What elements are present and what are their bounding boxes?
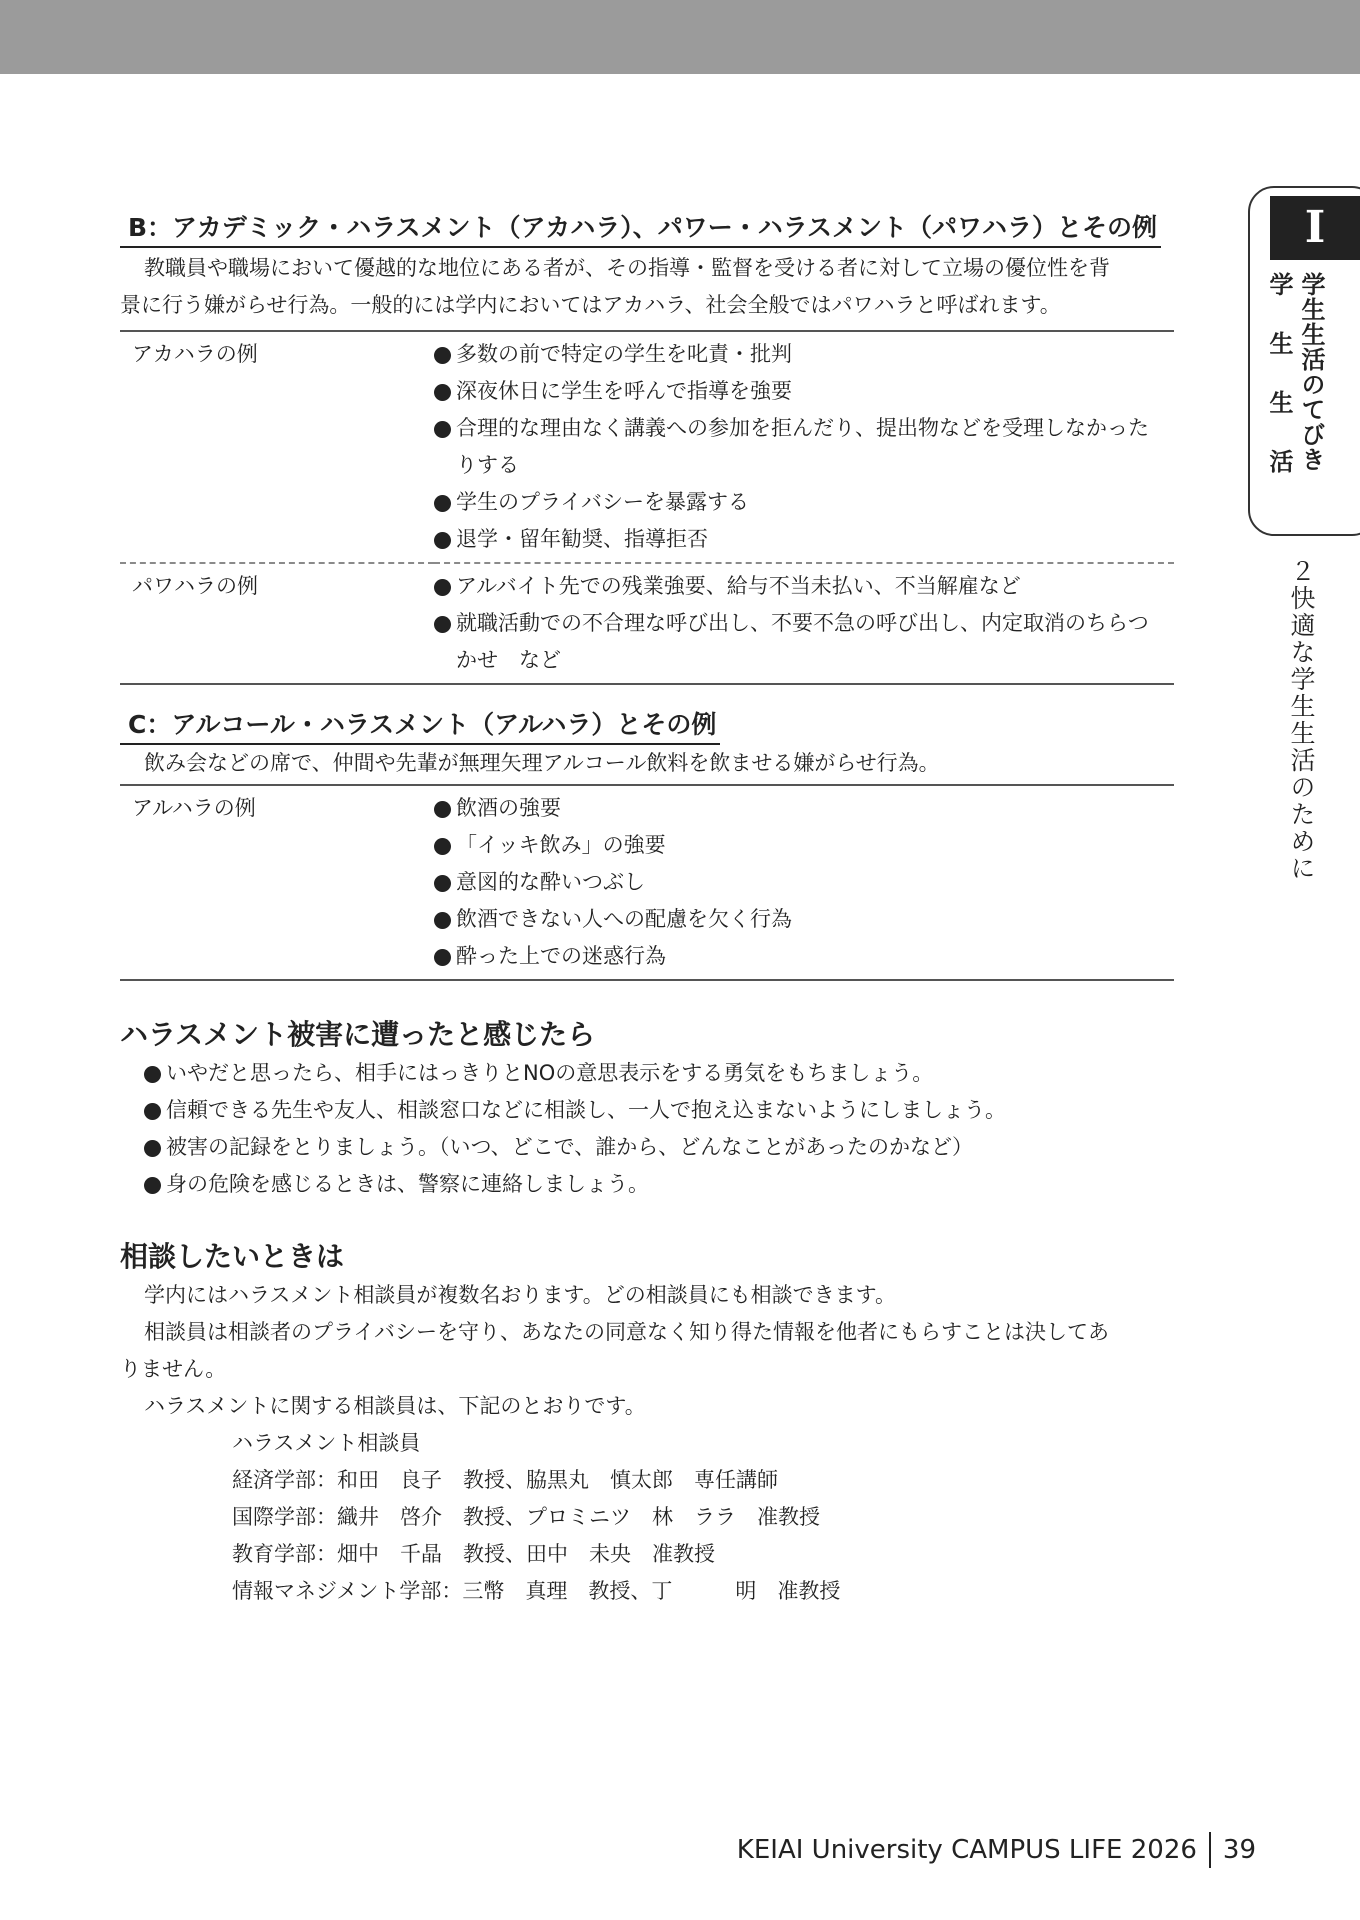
list-item: 深夜休日に学生を呼んで指導を強要 xyxy=(434,373,1166,410)
main-content xyxy=(120,210,1174,1610)
staff-entry: 経済学部：和田 良子 教授、脇黒丸 慎太郎 専任講師 xyxy=(232,1468,778,1492)
list-item: 被害の記録をとりましょう。（いつ、どこで、誰から、どんなことがあったのかなど） xyxy=(144,1129,1174,1166)
list-item: 多数の前で特定の学生を叱責・批判 xyxy=(434,336,1166,373)
consult-paragraph-2b: りません。 xyxy=(120,1357,227,1381)
staff-entry: 情報マネジメント学部：三幣 真理 教授、丁 明 准教授 xyxy=(232,1579,841,1603)
list-item: 退学・留年勧奨、指導拒否 xyxy=(434,521,1166,558)
consult-paragraph-2a: 相談員は相談者のプライバシーを守り、あなたの同意なく知り得た情報を他者にもらすことは決してあ xyxy=(144,1320,1109,1344)
victim-list xyxy=(120,1055,1174,1203)
section-c-desc: 飲み会などの席で、仲間や先輩が無理矢理アルコール飲料を飲ませる嫌がらせ行為。 xyxy=(144,751,940,775)
staff-entry: 国際学部：織井 啓介 教授、プロミニツ 林 ララ 准教授 xyxy=(232,1505,820,1529)
subsection-label: ２快適な学生生活のために xyxy=(1287,558,1316,882)
chapter-number: I xyxy=(1270,196,1360,260)
page-number: 39 xyxy=(1222,1835,1256,1865)
consult-paragraph-1: 学内にはハラスメント相談員が複数名おります。どの相談員にも相談できます。 xyxy=(144,1283,897,1307)
list-item: 意図的な酔いつぶし xyxy=(434,864,1166,901)
section-c-table xyxy=(120,784,1174,981)
aruhara-row xyxy=(120,785,1174,980)
header-bar xyxy=(0,0,1360,74)
akahara-list xyxy=(434,336,1166,558)
section-c-title: C：アルコール・ハラスメント（アルハラ）とその例 xyxy=(120,707,720,745)
section-b-title: B：アカデミック・ハラスメント（アカハラ）、パワー・ハラスメント（パワハラ）とその例 xyxy=(120,210,1161,248)
section-b-desc-1: 教職員や職場において優越的な地位にある者が、その指導・監督を受ける者に対して立場の優位性を背 xyxy=(144,256,1110,280)
list-item: 就職活動での不合理な呼び出し、不要不急の呼び出し、内定取消のちらつかせ など xyxy=(434,605,1166,679)
chapter-title-sub: 学生生活 xyxy=(1265,272,1293,508)
pawahara-list xyxy=(434,568,1166,679)
consult-heading: 相談したいときは xyxy=(120,1240,345,1273)
chapter-title: 学生生活のてびき xyxy=(1297,272,1325,472)
list-item: 「イッキ飲み」の強要 xyxy=(434,827,1166,864)
list-item: いやだと思ったら、相手にはっきりとNOの意思表示をする勇気をもちましょう。 xyxy=(144,1055,1174,1092)
page-footer xyxy=(737,1832,1256,1868)
list-item: 身の危険を感じるときは、警察に連絡しましょう。 xyxy=(144,1166,1174,1203)
divider xyxy=(1209,1832,1211,1868)
staff-title: ハラスメント相談員 xyxy=(232,1431,421,1455)
consult-paragraph-3: ハラスメントに関する相談員は、下記のとおりです。 xyxy=(144,1394,646,1418)
list-item: 信頼できる先生や友人、相談窓口などに相談し、一人で抱え込まないようにしましょう。 xyxy=(144,1092,1174,1129)
staff-list xyxy=(232,1425,1174,1610)
staff-entry: 教育学部：畑中 千晶 教授、田中 未央 准教授 xyxy=(232,1542,715,1566)
section-b-table xyxy=(120,330,1174,685)
list-item: アルバイト先での残業強要、給与不当未払い、不当解雇など xyxy=(434,568,1166,605)
akahara-row xyxy=(120,331,1174,563)
list-item: 酔った上での迷惑行為 xyxy=(434,938,1166,975)
section-b-desc-2: 景に行う嫌がらせ行為。一般的には学内においてはアカハラ、社会全般ではパワハラと呼ばれます。 xyxy=(120,293,1061,317)
list-item: 飲酒できない人への配慮を欠く行為 xyxy=(434,901,1166,938)
list-item: 合理的な理由なく講義への参加を拒んだり、提出物などを受理しなかったりする xyxy=(434,410,1166,484)
pawahara-label: パワハラの例 xyxy=(132,574,258,598)
book-title: KEIAI University CAMPUS LIFE 2026 xyxy=(736,1835,1197,1865)
pawahara-row xyxy=(120,563,1174,684)
list-item: 学生のプライバシーを暴露する xyxy=(434,484,1166,521)
aruhara-label: アルハラの例 xyxy=(132,796,256,820)
akahara-label: アカハラの例 xyxy=(132,342,258,366)
victim-heading: ハラスメント被害に遭ったと感じたら xyxy=(120,1018,596,1051)
list-item: 飲酒の強要 xyxy=(434,790,1166,827)
aruhara-list xyxy=(434,790,1166,975)
